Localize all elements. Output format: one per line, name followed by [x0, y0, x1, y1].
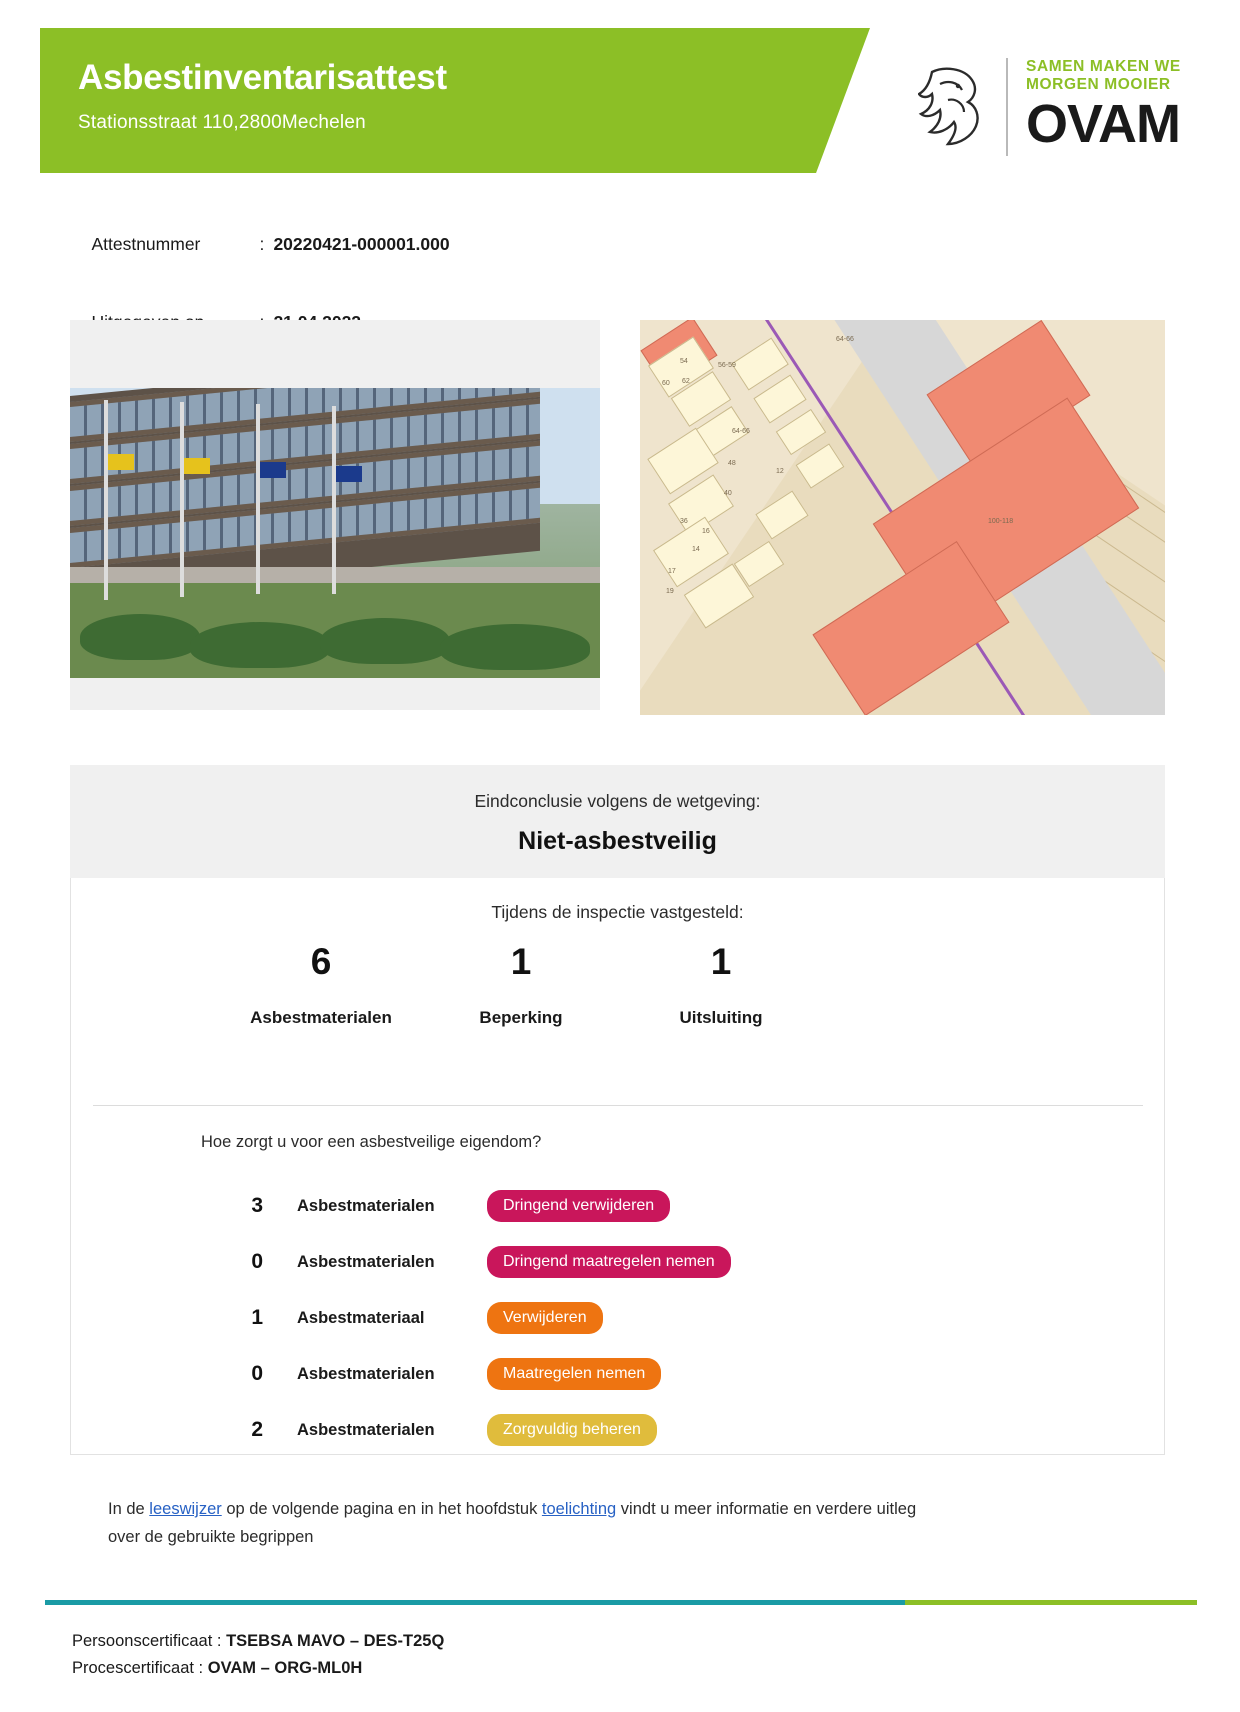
footer-rule-teal [45, 1600, 905, 1605]
action-row [211, 1290, 1111, 1346]
action-count: 0 [251, 1250, 263, 1273]
map-label: 36 [680, 518, 688, 525]
count-number: 1 [510, 941, 532, 982]
footer-row [72, 1628, 444, 1655]
footer-label: Persoonscertificaat : [72, 1632, 222, 1650]
building-facade [70, 388, 540, 596]
action-list [211, 1178, 1111, 1458]
action-material: Asbestmaterialen [297, 1364, 435, 1383]
map-label: 48 [728, 460, 736, 467]
count-label: Uitsluiting [679, 1008, 763, 1027]
howto-label: Hoe zorgt u voor een asbestveilige eigendom? [201, 1133, 542, 1151]
action-row [211, 1402, 1111, 1458]
conclusion-header [70, 765, 1165, 878]
meta-row [72, 205, 450, 283]
count-number: 1 [710, 941, 732, 982]
count-item [621, 938, 821, 1028]
action-material: Asbestmaterialen [297, 1252, 435, 1271]
footnote [108, 1495, 1128, 1551]
action-badge: Verwijderen [487, 1302, 603, 1334]
map-label: 62 [682, 378, 690, 385]
footer-value: TSEBSA MAVO – DES-T25Q [226, 1632, 445, 1650]
action-row [211, 1234, 1111, 1290]
footnote-part3: vindt u meer informatie en verdere uitleg [616, 1500, 917, 1518]
conclusion-label: Eindconclusie volgens de wetgeving: [474, 791, 761, 811]
map-label: 56-59 [718, 362, 736, 369]
map-label: 64-66 [732, 428, 750, 435]
map-label: 54 [680, 358, 688, 365]
footer-rule-green [905, 1600, 1197, 1605]
footer-rule [45, 1600, 1197, 1605]
action-material: Asbestmaterialen [297, 1420, 435, 1439]
action-count: 1 [251, 1306, 263, 1329]
footnote-part1: In de [108, 1500, 150, 1518]
meta-colon: : [259, 234, 265, 254]
property-address: Stationsstraat 110,2800Mechelen [78, 112, 366, 133]
building-photo [70, 320, 600, 710]
meta-label: Attestnummer [91, 234, 201, 254]
meta-value: 20220421-000001.000 [273, 234, 450, 254]
map-label: 60 [662, 380, 670, 387]
logo-divider [1006, 58, 1008, 156]
logo-tagline-line2: MORGEN MOOIER [1026, 76, 1171, 93]
footer-label: Procescertificaat : [72, 1659, 204, 1677]
map-label: 17 [668, 568, 676, 575]
flemish-lion-icon [918, 64, 992, 150]
map-label: 100-118 [988, 518, 1014, 525]
map-label: 14 [692, 546, 700, 553]
conclusion-panel [70, 765, 1165, 1455]
conclusion-body [70, 878, 1165, 1455]
action-row [211, 1346, 1111, 1402]
map-label: 19 [666, 588, 674, 595]
logo-wordmark: OVAM [1026, 94, 1180, 154]
action-count: 0 [251, 1362, 263, 1385]
action-material: Asbestmateriaal [297, 1308, 425, 1327]
action-badge: Zorgvuldig beheren [487, 1414, 657, 1446]
action-count: 3 [251, 1194, 263, 1217]
inspection-counts [221, 938, 1011, 1028]
footer-value: OVAM – ORG-ML0H [207, 1659, 363, 1677]
count-item [221, 938, 421, 1028]
document-header [40, 28, 1200, 173]
map-label: 16 [702, 528, 710, 535]
action-badge: Maatregelen nemen [487, 1358, 661, 1390]
count-label: Asbestmaterialen [250, 1008, 392, 1027]
logo-tagline [1026, 58, 1181, 94]
count-item [421, 938, 621, 1028]
count-label: Beperking [479, 1008, 563, 1027]
map-label: 40 [724, 490, 732, 497]
footnote-part2: op de volgende pagina en in het hoofdstuk [221, 1500, 542, 1518]
cadastral-map [640, 320, 1165, 715]
count-number: 6 [310, 941, 332, 982]
footer-row [72, 1655, 444, 1682]
action-badge: Dringend verwijderen [487, 1190, 670, 1222]
action-row [211, 1178, 1111, 1234]
action-count: 2 [251, 1418, 263, 1441]
footer-certificates [72, 1628, 444, 1682]
logo-tagline-line1: SAMEN MAKEN WE [1026, 58, 1181, 75]
header-banner [40, 28, 870, 173]
inspection-label: Tijdens de inspectie vastgesteld: [491, 902, 744, 922]
action-material: Asbestmaterialen [297, 1196, 435, 1215]
section-divider [93, 1105, 1143, 1106]
footnote-part4: over de gebruikte begrippen [108, 1528, 314, 1546]
map-label: 12 [776, 468, 784, 475]
toelichting-link[interactable]: toelichting [541, 1500, 617, 1518]
conclusion-value: Niet-asbestveilig [518, 827, 717, 855]
building-photo-image [70, 388, 600, 678]
leeswijzer-link[interactable]: leeswijzer [149, 1500, 222, 1518]
page-title: Asbestinventarisattest [78, 58, 447, 97]
map-label: 64-66 [836, 336, 854, 343]
ovam-logo [910, 52, 1200, 162]
action-badge: Dringend maatregelen nemen [487, 1246, 731, 1278]
